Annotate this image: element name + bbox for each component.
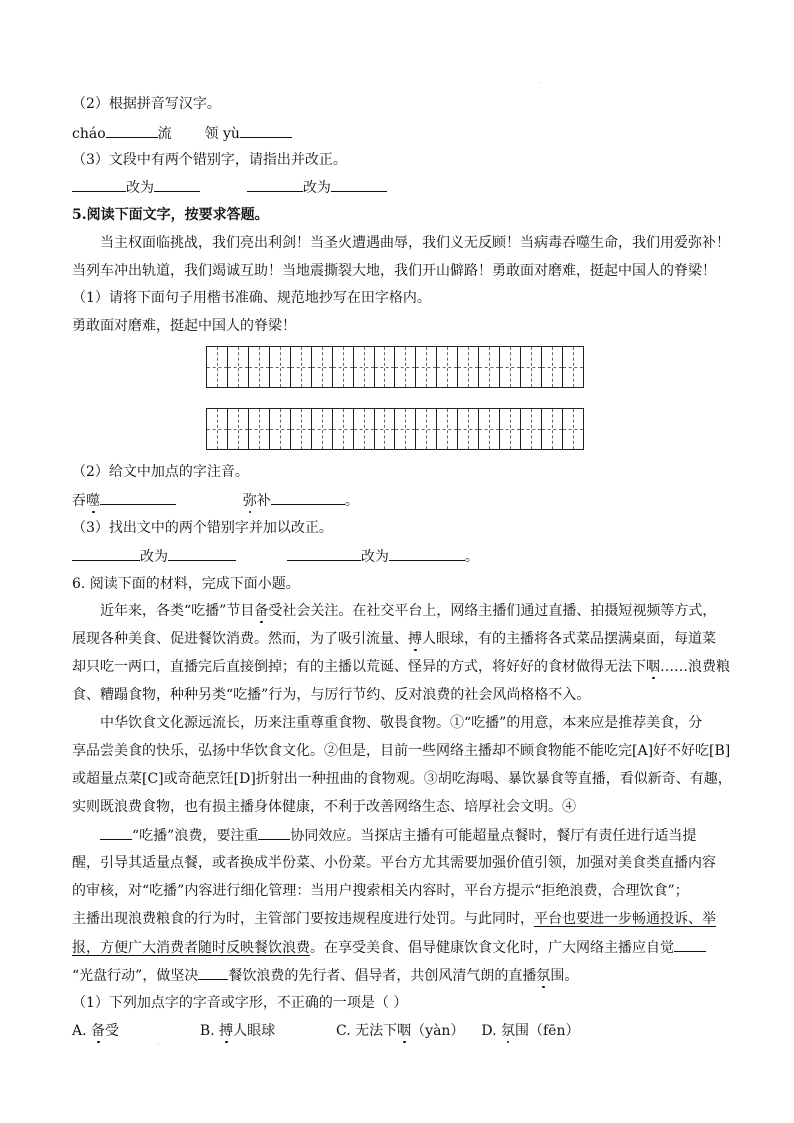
answer-blank[interactable] [72, 177, 126, 192]
q6-title: 6. 阅读下面的材料，完成下面小题。 [72, 576, 300, 592]
grid-cell[interactable] [395, 409, 416, 449]
dotted-char: 咽 [646, 659, 660, 675]
q5-correction-row [72, 546, 479, 567]
dotted-char: 备 [254, 603, 269, 619]
q6-para1-line [72, 629, 716, 649]
underlined-sentence: 平台也要进一步畅通投诉、举 [534, 911, 716, 927]
grid-cell[interactable] [416, 409, 437, 449]
dotted-char: 咽 [397, 1023, 412, 1039]
dotted-char: 氛 [500, 1023, 515, 1039]
answer-blank[interactable] [389, 546, 465, 561]
grid-cell[interactable] [228, 347, 249, 387]
q5-part3-title: （3）找出文中的两个错别字并加以改正。 [72, 520, 333, 536]
q6-options-row [72, 1021, 579, 1041]
text: （yàn） [411, 1023, 465, 1039]
grid-cell[interactable] [521, 347, 542, 387]
grid-cell[interactable] [479, 347, 500, 387]
grid-cell[interactable] [521, 409, 542, 449]
grid-cell[interactable] [228, 409, 249, 449]
q5-part2-title: （2）给文中加点的字注音。 [72, 464, 249, 480]
scan-mark: · [157, 1042, 159, 1049]
q6-para3-line [72, 937, 706, 958]
scan-mark: · [538, 80, 540, 87]
pinyin-1: cháo [72, 126, 106, 142]
grid-cell[interactable] [458, 409, 479, 449]
grid-cell[interactable] [312, 409, 333, 449]
change-label: 改为 [302, 180, 331, 196]
text: ……浪费粮 [660, 659, 730, 675]
char-1: 流 [157, 126, 172, 142]
grid-cell[interactable] [395, 347, 416, 387]
text: 围（fēn） [514, 1023, 580, 1039]
answer-blank[interactable] [198, 965, 228, 980]
q4-correction-row [72, 177, 387, 198]
answer-blank[interactable] [247, 177, 303, 192]
q5-passage-line: 当主权面临挑战，我们亮出利剑！当圣火遭遇曲辱，我们义无反顾！当病毒吞噬生命，我们用爱弥补！ [100, 235, 730, 251]
text: 。在享受美食、倡导健康饮食文化时，广大网络主播应自觉 [310, 940, 674, 956]
grid-cell[interactable] [291, 347, 312, 387]
text: 受社会关注。在社交平台上，网络主播们通过直播、拍摄短视频等方式， [268, 603, 717, 619]
option-a[interactable] [72, 1023, 119, 1039]
grid-cell[interactable] [270, 409, 291, 449]
grid-cell[interactable] [375, 347, 396, 387]
q6-para3-line: 的审核，对“吃播”内容进行细化管理：当用户搜索相关内容时，平台方提示“拒绝浪费，合理饮食”； [72, 883, 689, 899]
change-label: 改为 [140, 549, 168, 565]
grid-cell[interactable] [249, 409, 270, 449]
q6-para1-line [100, 601, 716, 621]
option-d[interactable] [481, 1023, 579, 1039]
q6-para3-line [100, 825, 696, 846]
q5-pinyin-row [72, 490, 359, 511]
grid-cell[interactable] [354, 347, 375, 387]
q6-para2-line: 中华饮食文化源远流长，历来注重尊重食物、敬畏食物。①“吃播”的用意，本来应是推荐美食，分 [100, 715, 703, 731]
text: 人眼球 [233, 1023, 276, 1039]
text: 人眼球，有的主播将各式菜品摆满桌面，每道菜 [422, 631, 716, 647]
q6-para3-line [72, 909, 716, 929]
q6-para2-line: 享品尝美食的快乐，弘扬中华饮食文化。②但是，目前一些网络主播却不顾食物能不能吃完[A]好不好吃[B] [72, 743, 731, 759]
grid-cell[interactable] [542, 409, 563, 449]
word-char: 吞 [72, 493, 86, 509]
dotted-char: 噬 [86, 493, 100, 509]
change-label: 改为 [126, 180, 154, 196]
grid-cell[interactable] [500, 347, 521, 387]
option-c[interactable] [336, 1023, 464, 1039]
q6-para3-line [72, 965, 578, 986]
answer-blank[interactable] [72, 546, 140, 561]
dotted-char: 氛 [536, 968, 551, 984]
text: C. 无法下 [336, 1023, 398, 1039]
text: 主播出现浪费粮食的行为时，主管部门要按违规程度进行处罚。与此同时， [72, 911, 534, 927]
q5-part1-title: （1）请将下面句子用楷书准确、规范地抄写在田字格内。 [72, 290, 431, 306]
q6-para1-line: 食、糟蹋食物，种种另类“吃播”行为，与厉行节约、反对浪费的社会风尚格格不入。 [72, 687, 591, 703]
text: “吃播”浪费，要注重 [132, 828, 259, 844]
dotted-char: 搏 [408, 631, 422, 647]
q4-pinyin-row [72, 123, 292, 144]
grid-cell[interactable] [563, 347, 583, 387]
grid-cell[interactable] [563, 409, 583, 449]
grid-cell[interactable] [333, 409, 354, 449]
word-char: 补 [256, 493, 271, 509]
q5-copy-sentence: 勇敢面对磨难，挺起中国人的脊梁！ [72, 318, 296, 334]
text: B. [199, 1023, 220, 1039]
q6-sub1-title: （1）下列加点字的字音或字形，不正确的一项是（ ） [72, 995, 408, 1011]
grid-cell[interactable] [354, 409, 375, 449]
q6-para3-line: 醒，引导其适量点餐，或者换成半份菜、小份菜。平台方尤其需要加强价值引领，加强对美食类直播内容 [72, 855, 716, 871]
tianzige-row-1[interactable] [206, 346, 584, 388]
answer-blank[interactable] [100, 825, 132, 840]
change-label: 改为 [360, 549, 389, 565]
text: 却只吃一两口，直播完后直接倒掉；有的主播以荒诞、怪异的方式，将好好的食材做得无法下 [72, 659, 646, 675]
grid-cell[interactable] [500, 409, 521, 449]
grid-cell[interactable] [207, 347, 228, 387]
underlined-sentence: 报，方便广大消费者随时反映餐饮浪费 [72, 940, 310, 956]
text: D. [481, 1023, 501, 1039]
text: 协同效应。当探店主播有可能超量点餐时，餐厅有责任进行适当提 [290, 828, 697, 844]
tianzige-row-2[interactable] [206, 408, 584, 450]
answer-blank[interactable] [100, 490, 176, 505]
text: 受 [105, 1023, 120, 1039]
answer-blank[interactable] [258, 825, 290, 840]
text: 围。 [550, 968, 579, 984]
answer-blank[interactable] [331, 177, 387, 192]
grid-cell[interactable] [458, 347, 479, 387]
q5-title: 5.阅读下面文字，按要求答题。 [72, 207, 269, 223]
answer-blank[interactable] [674, 937, 706, 952]
grid-cell[interactable] [437, 409, 458, 449]
q4-part2-title: （2）根据拼音写汉字。 [72, 96, 221, 112]
q6-para2-line: 实则既浪费食物，也有损主播身体健康，不利于改善网络生态、培厚社会文明。④ [72, 799, 576, 815]
q5-passage-line: 当列车冲出轨道，我们竭诚互助！当地震撕裂大地，我们开山僻路！勇敢面对磨难，挺起中国人的脊梁！ [72, 263, 716, 279]
q6-para1-line [72, 657, 730, 677]
text: 近年来，各类“吃播”节目 [100, 603, 255, 619]
grid-cell[interactable] [542, 347, 563, 387]
grid-cell[interactable] [207, 409, 228, 449]
dotted-char: 搏 [219, 1023, 234, 1039]
dotted-char: 备 [91, 1023, 106, 1039]
period: 。 [464, 549, 479, 565]
answer-blank[interactable] [168, 546, 236, 561]
text: 展现各种美食、促进餐饮消费。然而，为了吸引流量、 [72, 631, 408, 647]
answer-blank[interactable] [106, 123, 158, 138]
grid-cell[interactable] [479, 409, 500, 449]
grid-cell[interactable] [291, 409, 312, 449]
answer-blank[interactable] [287, 546, 361, 561]
text: “光盘行动”，做坚决 [72, 968, 199, 984]
grid-cell[interactable] [312, 347, 333, 387]
grid-cell[interactable] [416, 347, 437, 387]
pinyin-2: 领 yù [204, 126, 240, 142]
option-b[interactable] [200, 1023, 275, 1039]
q4-part3-title: （3）文段中有两个错别字，请指出并改正。 [72, 152, 347, 168]
answer-blank[interactable] [154, 177, 200, 192]
grid-cell[interactable] [437, 347, 458, 387]
dotted-char: 弥 [242, 493, 257, 509]
grid-cell[interactable] [375, 409, 396, 449]
grid-cell[interactable] [249, 347, 270, 387]
period: 。 [344, 493, 359, 509]
text: A. [72, 1023, 92, 1039]
grid-cell[interactable] [270, 347, 291, 387]
q6-para2-line: 或超量点菜[C]或奇葩烹饪[D]折射出一种扭曲的食物观。③胡吃海喝、暴饮暴食等直播，看似新奇、有趣， [72, 771, 732, 787]
answer-blank[interactable] [271, 490, 345, 505]
answer-blank[interactable] [240, 123, 292, 138]
text: 餐饮浪费的先行者、倡导者，共创风清气朗的直播 [228, 968, 537, 984]
grid-cell[interactable] [333, 347, 354, 387]
